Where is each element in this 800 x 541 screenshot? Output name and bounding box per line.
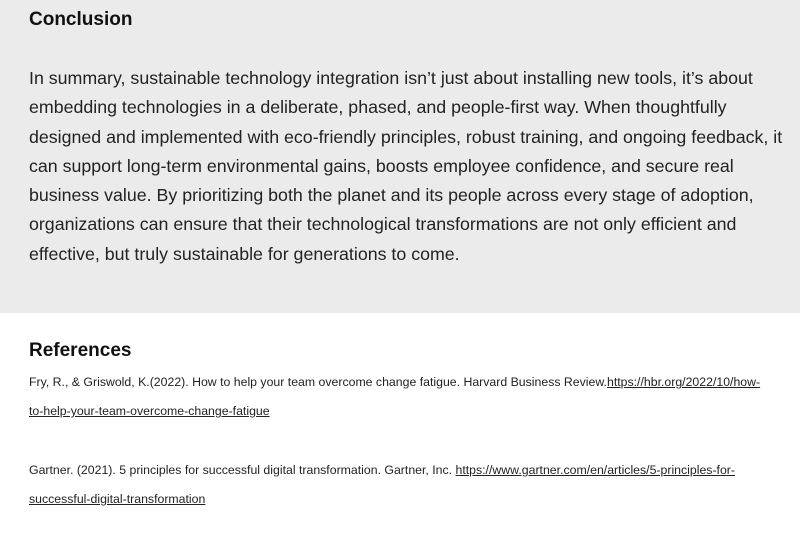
reference-link[interactable]: https://www.gartner.com/en/articles/5-principles-for-successful-digital-transformation	[29, 463, 735, 506]
references-heading: References	[29, 340, 132, 361]
conclusion-heading: Conclusion	[29, 9, 133, 30]
reference-item	[29, 456, 769, 514]
reference-link[interactable]: https://hbr.org/2022/10/how-to-help-your-team-overcome-change-fatigue	[29, 375, 761, 418]
references-section	[0, 313, 800, 541]
reference-text: Gartner. (2021). 5 principles for successful digital transformation. Gartner, Inc.	[29, 463, 456, 477]
conclusion-paragraph: In summary, sustainable technology integration isn’t just about installing new tools, it’s about embedding technologies in a deliberate, phased, and people-first way. When thoughtfully designed and implemented with eco-friendly principles, robust training, and ongoing feedback, it can support long-term environmental gains, boosts employee confidence, and secure real business value. By prioritizing both the planet and its people across every stage of adoption, organizations can ensure that their technological transformations are not only efficient and effective, but truly sustainable for generations to come.	[29, 68, 783, 264]
reference-item	[29, 368, 769, 426]
reference-text: Fry, R., & Griswold, K.(2022). How to help your team overcome change fatigue. Harvard Business Review.	[29, 375, 607, 389]
